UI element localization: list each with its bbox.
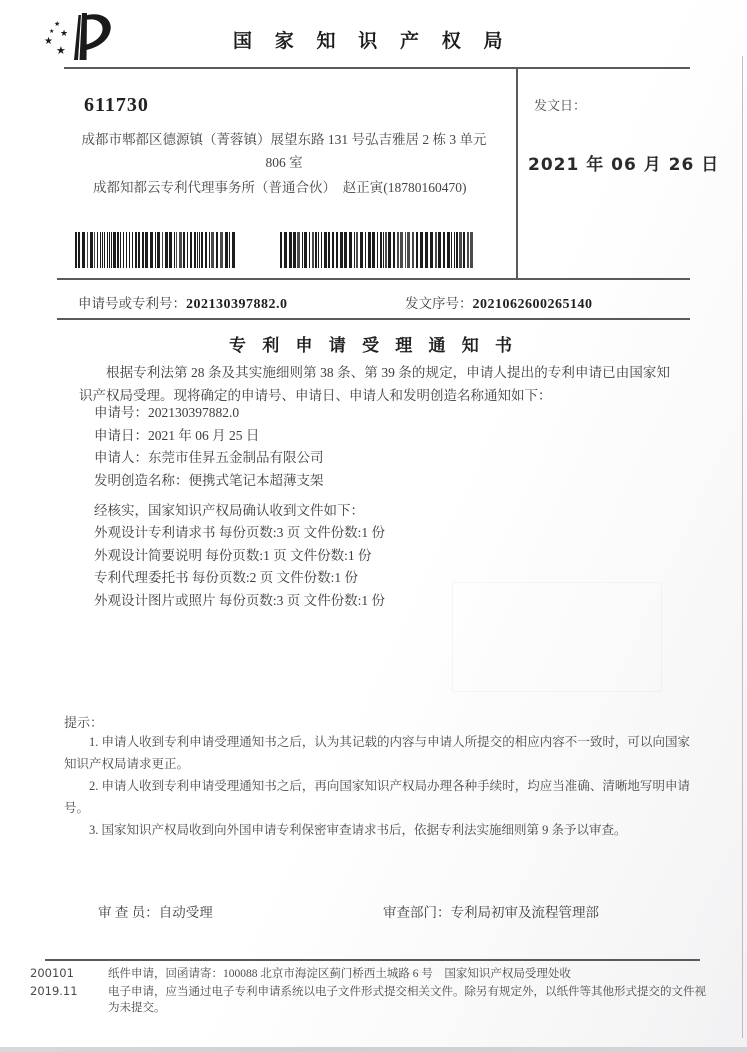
tip-item: 3. 国家知识产权局收到向外国申请专利保密审查请求书后，依据专利法实施细则第 9 条予以审查。 (89, 823, 627, 837)
scan-page-bottom-edge (0, 1047, 747, 1052)
tip-item: 2. 申请人收到专利申请受理通知书之后，再向国家知识产权局办理各种手续时，均应当准确、清晰地写明申请号。 (64, 779, 690, 815)
svg-text:★: ★ (49, 28, 55, 35)
footer-rule (45, 959, 700, 961)
application-number-field (78, 292, 288, 313)
examiner-value: 自动受理 (158, 905, 213, 920)
recipient-address-line2: 806 室 (265, 155, 303, 170)
application-field-line: 申请日：2021 年 06 月 25 日 (94, 427, 260, 443)
department-field (383, 901, 599, 921)
recipient-postal-code: 611730 (84, 94, 149, 116)
faint-watermark (452, 582, 662, 692)
recipient-agent-line: 成都知都云专利代理事务所（普通合伙） 赵正寅(18780160470) (93, 180, 467, 195)
footer-code: 200101 (30, 966, 74, 980)
dispatch-date-value: 2021 年 06 月 26 日 (528, 155, 720, 175)
agency-title: 国 家 知 识 产 权 局 (233, 31, 512, 52)
footer-text: 纸件申请，回函请寄：100088 北京市海淀区蓟门桥西土城路 6 号 国家知识产权局受理处收 (108, 968, 571, 980)
footer-notes (0, 966, 747, 1018)
svg-text:★: ★ (44, 36, 53, 47)
barcode-bottom-rule (57, 278, 690, 280)
application-field-line: 发明创造名称：便携式笔记本超薄支架 (94, 472, 324, 488)
received-document-line: 外观设计图片或照片 每份页数:3 页 文件份数:1 份 (94, 592, 386, 608)
department-label: 审查部门： (383, 905, 451, 920)
serial-barcode-icon (280, 232, 476, 268)
footer-code: 2019.11 (30, 983, 78, 998)
tips-label: 提示： (64, 715, 104, 730)
application-barcode-icon (75, 232, 237, 268)
examiner-label: 审 查 员： (98, 905, 159, 920)
application-field-line: 申请号：202130397882.0 (94, 405, 240, 420)
dispatch-box-left-border (516, 67, 518, 280)
footer-note-row (30, 966, 747, 983)
received-documents-list (94, 522, 385, 612)
serial-number-label: 发文序号： (405, 296, 473, 311)
notice-intro-paragraph: 根据专利法第 28 条及其实施细则第 38 条、第 39 条的规定，申请人提出的专利申请已由国家知识产权局受理。现将确定的申请号、申请日、申请人和发明创造名称通知如下： (79, 365, 670, 403)
svg-text:★: ★ (56, 44, 66, 57)
dispatch-date-label: 发文日： (534, 98, 587, 113)
svg-text:★: ★ (54, 20, 61, 28)
tip-item: 1. 申请人收到专利申请受理通知书之后，认为其记载的内容与申请人所提交的相应内容不一致时，可以向国家知识产权局请求更正。 (64, 735, 690, 771)
recipient-address-line1: 成都市郫都区德源镇（菁蓉镇）展望东路 131 号弘吉雅居 2 栋 3 单元 (81, 132, 487, 147)
scan-page-right-edge (742, 56, 743, 1038)
header-rule (64, 67, 690, 69)
application-fields-list (94, 402, 324, 492)
notice-title: 专 利 申 请 受 理 通 知 书 (229, 336, 518, 355)
footer-note-row (30, 984, 747, 1017)
application-number-label: 申请号或专利号： (78, 296, 186, 311)
received-document-line: 外观设计专利请求书 每份页数:3 页 文件份数:1 份 (94, 525, 386, 540)
received-document-line: 外观设计简要说明 每份页数:1 页 文件份数:1 份 (94, 547, 372, 563)
recipient-address (64, 128, 504, 174)
received-document-line: 专利代理委托书 每份页数:2 页 文件份数:1 份 (94, 570, 359, 585)
footer-text: 电子申请，应当通过电子专利申请系统以电子文件形式提交相关文件。除另有规定外，以纸件等其他形式提交的文件视为未提交。 (108, 985, 706, 1014)
tips-list (64, 731, 690, 841)
confirmation-intro: 经核实，国家知识产权局确认收到文件如下： (94, 503, 364, 518)
cnipa-logo-icon (40, 8, 120, 70)
examiner-field (98, 901, 213, 921)
serial-number-field (405, 292, 593, 313)
svg-text:★: ★ (60, 29, 69, 39)
refrow-bottom-rule (57, 318, 690, 320)
application-field-line: 申请人：东莞市佳昇五金制品有限公司 (94, 450, 324, 465)
department-value: 专利局初审及流程管理部 (450, 905, 599, 920)
serial-number-value: 2021062600265140 (472, 297, 593, 312)
application-number-value: 202130397882.0 (186, 297, 288, 312)
